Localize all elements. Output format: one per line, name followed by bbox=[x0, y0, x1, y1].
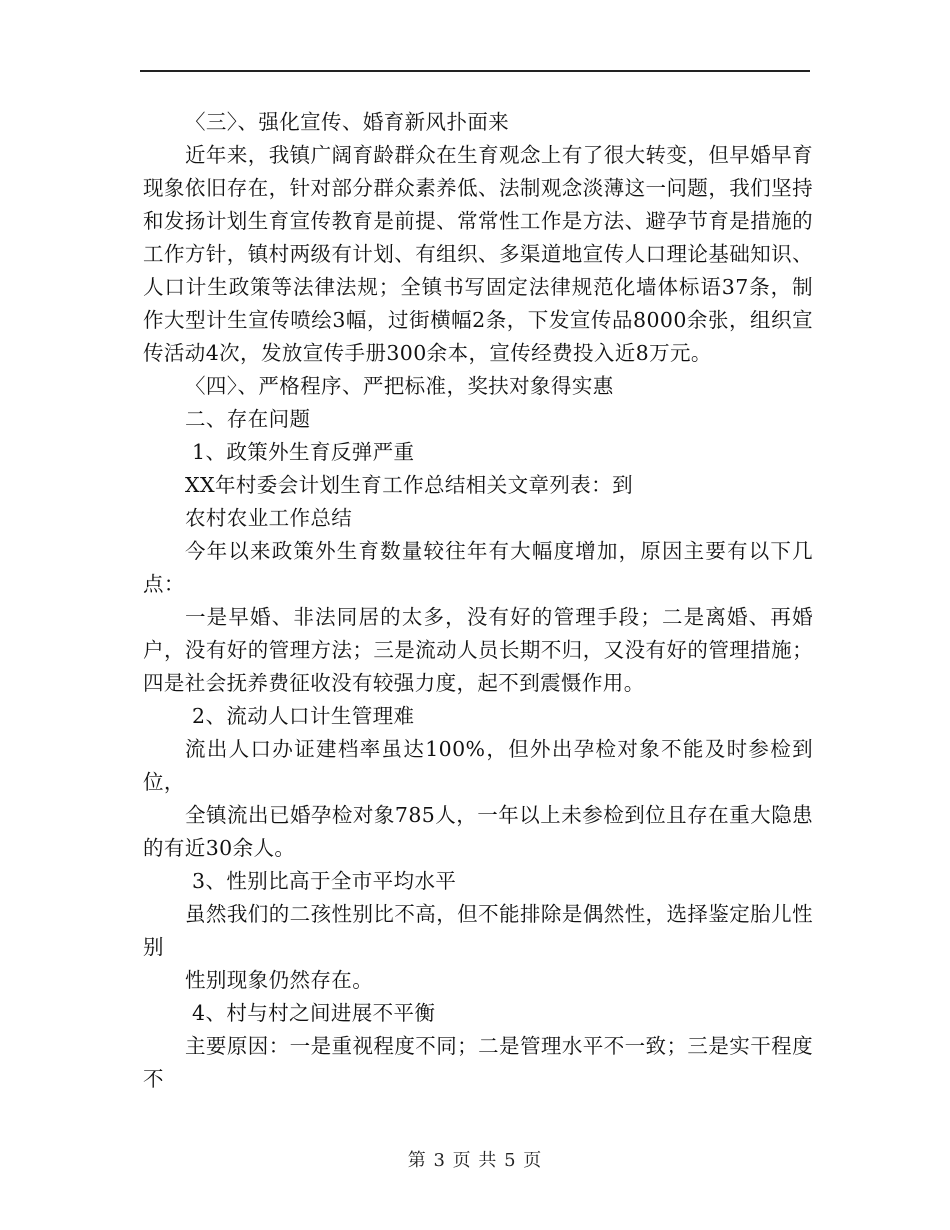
paragraph-publicity: 近年来，我镇广阔育龄群众在生育观念上有了很大转变，但早婚早育现象依旧存在，针对部分群众素养低、法制观念淡薄这一问题，我们坚持和发扬计划生育宣传教育是前提、常常性工作是方法、避孕节育是措施的工作方针，镇村两级有计划、有组织、多渠道地宣传人口理论基础知识、人口计生政策等法律法规；全镇书写固定法律规范化墙体标语37条，制作大型计生宣传喷绘3幅，过街横幅2条，下发宣传品8000余张，组织宣传活动4次，发放宣传手册300余本，宣传经费投入近8万元。 bbox=[143, 143, 813, 365]
sub-heading-1: 1、政策外生育反弹严重 bbox=[192, 440, 415, 464]
paragraph-reasons: 一是早婚、非法同居的太多，没有好的管理手段；二是离婚、再婚户，没有好的管理方法；三是流动人员长期不归，又没有好的管理措施；四是社会抚养费征收没有较强力度，起不到震慑作用。 bbox=[143, 605, 813, 695]
section-heading-4: 〈四〉、严格程序、严把标准，奖扶对象得实惠 bbox=[185, 374, 614, 398]
paragraph-reasons-intro: 今年以来政策外生育数量较往年有大幅度增加，原因主要有以下几点： bbox=[143, 539, 813, 596]
sub-heading-3: 3、性别比高于全市平均水平 bbox=[192, 869, 457, 893]
header-rule bbox=[140, 70, 810, 72]
sub-heading-2: 2、流动人口计生管理难 bbox=[192, 704, 415, 728]
paragraph-gender-1: 虽然我们的二孩性别比不高，但不能排除是偶然性，选择鉴定胎儿性别 bbox=[143, 902, 813, 959]
paragraph-imbalance: 主要原因：一是重视程度不同；二是管理水平不一致；三是实干程度不 bbox=[143, 1034, 813, 1091]
paragraph-gender-2: 性别现象仍然存在。 bbox=[185, 968, 374, 992]
paragraph-migrant-2: 全镇流出已婚孕检对象785人，一年以上未参检到位且存在重大隐患的有近30余人。 bbox=[143, 803, 813, 860]
related-article-title: 农村农业工作总结 bbox=[185, 506, 353, 530]
document-body bbox=[143, 106, 813, 1096]
section-heading-problems: 二、存在问题 bbox=[185, 407, 311, 431]
sub-heading-4: 4、村与村之间进展不平衡 bbox=[192, 1001, 436, 1025]
page-footer: 第 3 页 共 5 页 bbox=[407, 1150, 543, 1171]
related-articles-line: XX年村委会计划生育工作总结相关文章列表：到 bbox=[185, 473, 633, 497]
paragraph-migrant-1: 流出人口办证建档率虽达100%，但外出孕检对象不能及时参检到位， bbox=[143, 737, 813, 794]
section-heading-3: 〈三〉、强化宣传、婚育新风扑面来 bbox=[185, 110, 510, 134]
